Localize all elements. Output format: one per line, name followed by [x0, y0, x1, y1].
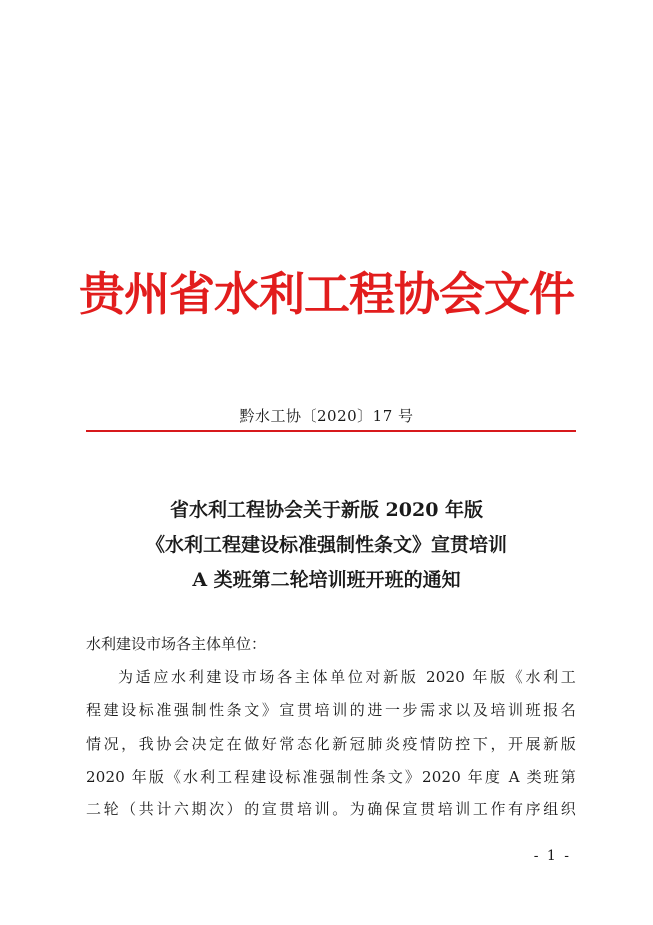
red-divider-line: [86, 430, 576, 432]
org-header-title: 贵州省水利工程协会文件: [79, 267, 574, 321]
salutation: 水利建设市场各主体单位：: [86, 635, 267, 653]
notice-title: [60, 493, 593, 598]
page-number: - 1 -: [533, 848, 571, 864]
body-line-1: 为适应水利建设市场各主体单位对新版 2020 年版《水利工: [118, 668, 576, 686]
body-line-3: 情况，我协会决定在做好常态化新冠肺炎疫情防控下，开展新版: [86, 735, 576, 753]
body-line-5: 二轮（共计六期次）的宣贯培训。为确保宣贯培训工作有序组织: [86, 800, 576, 818]
body-line-2: 程建设标准强制性条文》宣贯培训的进一步需求以及培训班报名: [86, 701, 576, 719]
notice-title-line-2: 《水利工程建设标准强制性条文》宣贯培训: [145, 534, 507, 556]
notice-title-line-3: A 类班第二轮培训班开班的通知: [192, 569, 461, 591]
document-number: 黔水工协〔2020〕17 号: [239, 407, 414, 425]
notice-title-line-1: 省水利工程协会关于新版 2020 年版: [169, 499, 484, 521]
body-line-4: 2020 年版《水利工程建设标准强制性条文》2020 年度 A 类班第: [86, 768, 576, 786]
